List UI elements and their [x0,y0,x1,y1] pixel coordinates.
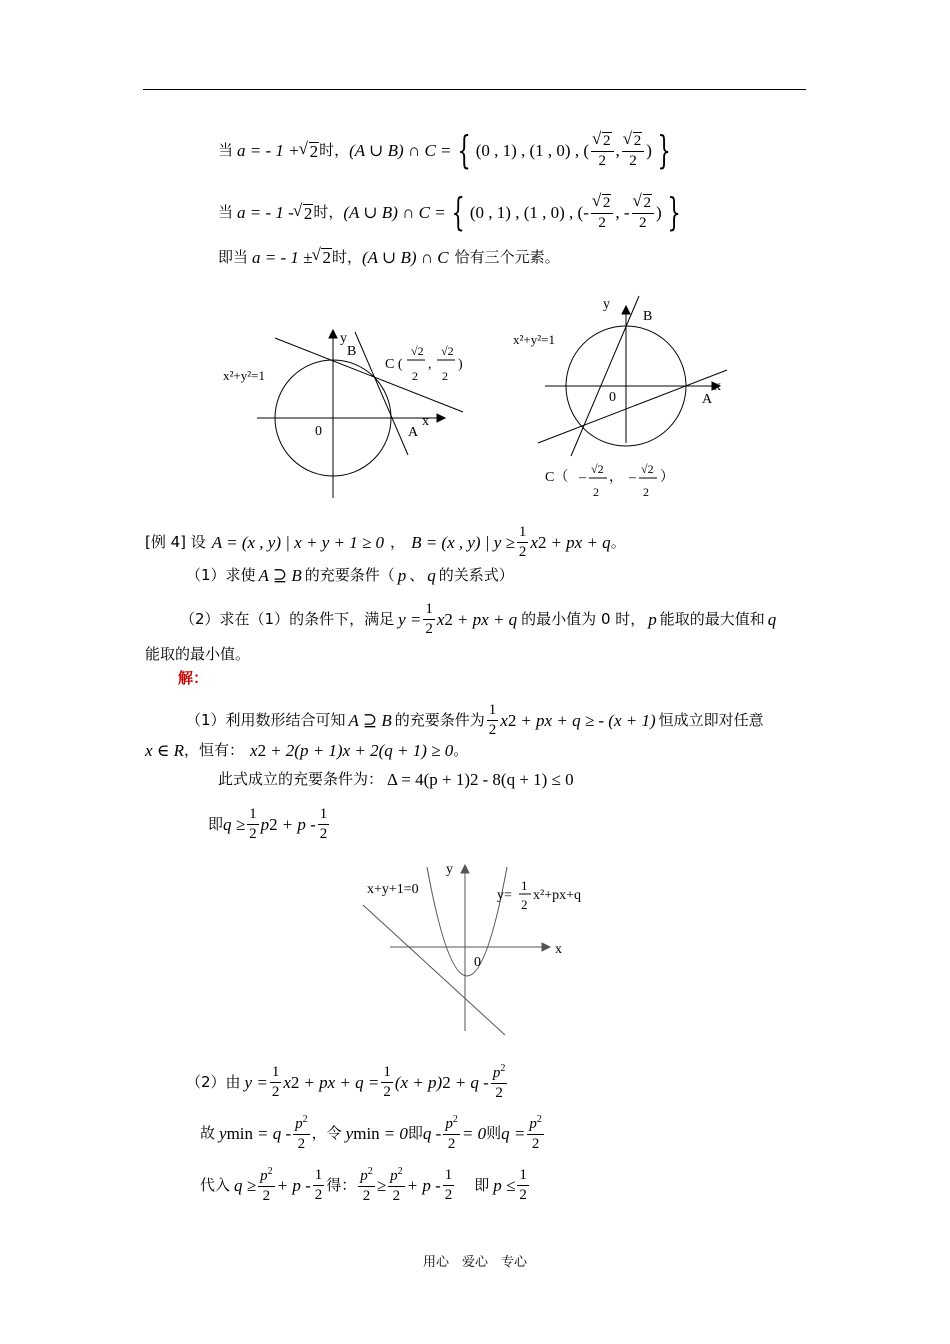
fraction-p2-over-2: $\frac{p^2}{2}$ [390,1166,403,1204]
fraction-p2-over-2: $\frac{p^2}{2}$ [445,1114,458,1152]
c-minus: – [579,470,586,485]
formula: q ≥ [234,1175,257,1195]
circle-equation: x²+y²=1 [223,368,265,383]
point-a-label: A [702,392,713,407]
formula: a = - 1 + [237,141,300,160]
formula: (A ∪ B) ∩ C [362,247,449,267]
text: （1）求使 [186,566,256,584]
fraction-p2-over-2: $\frac{p^2}{2}$ [529,1114,542,1152]
formula: a = - 1 ± [252,247,313,267]
period: 。 [610,532,626,551]
formula: + px + q = [303,1072,380,1092]
denominator: 2 [598,214,606,231]
origin-label: 0 [315,424,322,439]
origin-label: 0 [474,955,481,970]
text: 、 [409,566,425,584]
fraction [622,132,645,169]
fraction [632,194,655,231]
fraction [591,132,614,169]
denominator: 2 [629,152,637,169]
c-minus: – [629,470,636,485]
set-a-definition: A = (x , y) | x + y + 1 ≥ 0 [211,532,385,552]
c-x-num: √2 [591,462,604,476]
formula: + px + q [550,532,611,552]
formula: q - [422,1123,442,1143]
point-b-label: B [643,309,653,324]
figure-circle-lines [505,288,745,503]
line-1 [275,338,463,412]
fraction-half: $\frac{1}{2}$ [488,702,497,738]
x-var: x [250,741,258,760]
sqrt-2: √ 2 [643,194,653,212]
circle-equation: x²+y²=1 [513,332,555,347]
c-x-num: √2 [411,344,424,358]
y-arrow [622,306,630,314]
x-arrow [542,943,550,951]
y-var: y [219,1123,227,1143]
text: 的最小值为 0 时， [521,609,646,628]
text: 即 [208,814,224,833]
text: 能取的最小值。 [145,645,251,663]
x-var: x [530,532,538,552]
part2-line-2: 故 y min = q - $\frac{p^2}{2}$ ，令 y min = 0 即 q - $\frac{p^2}{2}$ = 0 则 q = $\frac{p^2}{2}$ [200,1114,542,1152]
x-label: x [555,942,562,957]
solution-line-4: 即 q ≥ $\frac{1}{2}$ p 2 + p - $\frac{1}{2}$ [208,806,328,842]
formula: + q - [454,1072,489,1092]
part2-line-3 [200,1166,531,1204]
y-arrow [329,330,337,338]
sqrt-2: √ 2 [309,142,320,160]
fraction-p2-over-2: $\frac{p^2}{2}$ [360,1166,373,1204]
c-close: ） [660,470,674,485]
fraction-half: $\frac{1}{2}$ [249,806,257,842]
y-label: y [603,297,610,312]
formula: + p - [276,1175,311,1195]
text: 即 [407,1123,423,1142]
text: （2）由 [186,1072,241,1091]
point-a-label: A [408,425,419,440]
sqrt-2: √ 2 [602,132,612,150]
x-var: x [500,710,508,730]
curve-label-suffix: x²+px+q [533,888,581,903]
line-equation: x+y+1=0 [367,882,419,897]
fraction-p2-over-2: $\frac{p^2}{2}$ [260,1166,273,1204]
var-p: p [648,609,657,629]
text: 时， [313,203,344,221]
formula: Δ = 4(p + 1) [387,770,471,789]
example-label: [例 4] 设 [145,532,206,551]
x-arrow [437,414,445,422]
case-line-1: 当 a = - 1 + √ 2 时， (A ∪ B) ∩ C = { (0 , 1) , (1 , 0) , ( √ $\frac{2}{2}$ , √ $\frac{2}{2}$ ) } [218,132,676,169]
right-brace: } [667,190,681,235]
period: 。 [453,741,469,759]
line-2 [355,332,408,455]
text: ，令 [311,1123,342,1142]
sqrt-2: √ 2 [633,132,643,150]
formula: (0 , 1) , (1 , 0) , (- [469,203,589,222]
fraction-half: $\frac{1}{2}$ [425,601,433,637]
var-p: p [260,814,270,834]
formula: + px + q ≥ - (x + 1) [520,710,656,730]
formula: q = [501,1123,526,1143]
part2-line-1: （2）由 y = $\frac{1}{2}$ x 2 + px + q = $\frac{1}{2}$ (x + p) 2 + q - $\frac{p^2}{2}$ [186,1063,506,1101]
formula: ≥ [376,1175,387,1195]
c-y-den: 2 [442,369,448,383]
formula: - 8(q + 1) ≤ 0 [482,770,574,789]
text: （2）求在（1）的条件下，满足 [180,609,395,628]
figure-parabola-line [355,855,615,1035]
fraction-half: $\frac{1}{2}$ [319,806,328,842]
text: 时， [331,247,362,266]
line-1 [571,296,639,456]
text: 恒成立即对任意 [658,710,764,729]
text: 的充要条件（ [304,566,395,584]
parabola [427,867,507,976]
text: 此式成立的充要条件为： [218,770,384,788]
origin-label: 0 [609,390,616,405]
set-b-definition: B = (x , y) | y ≥ [411,532,515,552]
question-2: （2）求在（1）的条件下，满足 y = $\frac{1}{2}$ x 2 + px + q 的最小值为 0 时， p 能取的最大值和 q [180,601,777,637]
sqrt-2: √ 2 [321,248,332,266]
solution-line-3: 此式成立的充要条件为： Δ = 4(p + 1) 2 - 8(q + 1) ≤ 0 [218,770,574,789]
fraction-half: $\frac{1}{2}$ [383,1064,391,1100]
text: 则 [486,1123,502,1142]
text: 能取的最大值和 [659,609,765,628]
fraction-half: $\frac{1}{2}$ [271,1064,280,1100]
fraction-half: $\frac{1}{2}$ [518,524,527,560]
formula: x ∈ R [145,741,185,760]
formula: = 0 [383,1123,408,1143]
x-var: x [436,609,445,629]
question-2-cont [145,647,250,662]
formula: y = [398,609,422,629]
text: ，恒有： [184,741,245,759]
heading: 解： [178,669,209,687]
fraction-half: $\frac{1}{2}$ [444,1167,453,1203]
x-var: x [283,1072,291,1092]
example-4-line: [例 4] 设 A = (x , y) | x + y + 1 ≥ 0 ， B = (x , y) | y ≥ $\frac{1}{2}$ x 2 + px + q 。 [145,524,626,560]
text: 当 [218,141,234,159]
curve-frac-num: 1 [521,878,528,893]
curve-frac-den: 2 [521,897,528,912]
fraction-half: $\frac{1}{2}$ [314,1167,323,1203]
formula: + 2(p + 1)x + 2(q + 1) ≥ 0 [270,741,454,760]
figure-circle-tangent [215,320,505,505]
formula: y = [244,1072,268,1092]
y-label: y [446,862,453,877]
text: 得： [326,1175,357,1194]
c-comma: ， [609,470,623,485]
left-brace: { [456,128,471,173]
conclusion-line [218,248,560,266]
text: （1）利用数形结合可知 [186,710,346,729]
page-footer: 用心 爱心 专心 [422,1255,527,1270]
text: 即 [474,1175,490,1194]
case-line-2: 当 a = - 1 - √ 2 时， (A ∪ B) ∩ C = { (0 , 1) , (1 , 0) , (- √ $\frac{2}{2}$ , - √ $\frac{2}{2}$ ) } [218,194,686,231]
fraction-half: $\frac{1}{2}$ [519,1167,527,1203]
formula: = q - [257,1123,292,1143]
solution-line-2: x ∈ R ，恒有： x 2 + 2(p + 1)x + 2(q + 1) ≥ 0 。 [145,741,469,760]
var-q: q [427,566,436,585]
text: 即当 [218,247,249,266]
c-close: ) [458,357,463,372]
fraction [591,194,614,231]
x-label: x [714,379,721,394]
text: 时， [319,141,350,159]
c-comma: , [428,357,432,372]
var-q: q [767,609,777,629]
c-y-den: 2 [643,485,649,499]
formula: (x + p) [394,1072,443,1092]
left-brace: { [451,190,465,235]
header-rule [143,89,806,90]
formula: + p - [406,1175,441,1195]
sqrt-2: √ 2 [303,204,314,222]
formula: (A ∪ B) ∩ C = [343,203,446,222]
text: 代入 [200,1175,231,1194]
formula: A ⊇ B [258,566,302,585]
tangent-line [363,905,505,1035]
point-c-label: C（ [545,470,569,485]
c-y-num: √2 [441,344,454,358]
question-1 [186,567,514,584]
y-label: y [340,331,347,346]
y-arrow [461,865,469,873]
text: 当 [218,203,234,221]
text: 的关系式） [438,566,514,584]
right-brace: } [657,128,671,173]
denominator: 2 [598,152,607,169]
formula: + p - [281,814,316,834]
formula: q ≥ [223,814,246,834]
formula: = 0 [461,1123,487,1143]
curve-label-prefix: y= [497,888,512,903]
formula: + px + q [456,609,518,629]
sqrt-2: √ 2 [602,194,612,212]
fraction-p2-over-2: $\frac{p^2}{2}$ [295,1114,308,1152]
text: 故 [200,1123,216,1142]
fraction-p2-over-2: $\frac{p^2}{2}$ [492,1063,506,1101]
point-c-label: C ( [385,357,403,372]
c-y-num: √2 [641,462,654,476]
denominator: 2 [639,214,647,231]
point-b-label: B [347,344,357,359]
formula: (0 , 1) , (1 , 0) , ( [475,141,590,160]
solution-heading [178,671,208,686]
text: 恰有三个元素。 [454,247,560,266]
text: 的充要条件为 [394,710,485,729]
solution-line-1: （1）利用数形结合可知 A ⊇ B 的充要条件为 $\frac{1}{2}$ x 2 + px + q ≥ - (x + 1) 恒成立即对任意 [186,702,764,738]
y-var: y [345,1123,354,1143]
formula: a = - 1 - [237,203,294,222]
var-p: p [397,566,407,585]
formula: A ⊇ B [348,710,392,730]
x-label: x [422,414,429,429]
formula: p ≤ [493,1175,516,1195]
c-x-den: 2 [412,369,418,383]
c-x-den: 2 [593,485,599,499]
formula: (A ∪ B) ∩ C = [349,141,452,160]
